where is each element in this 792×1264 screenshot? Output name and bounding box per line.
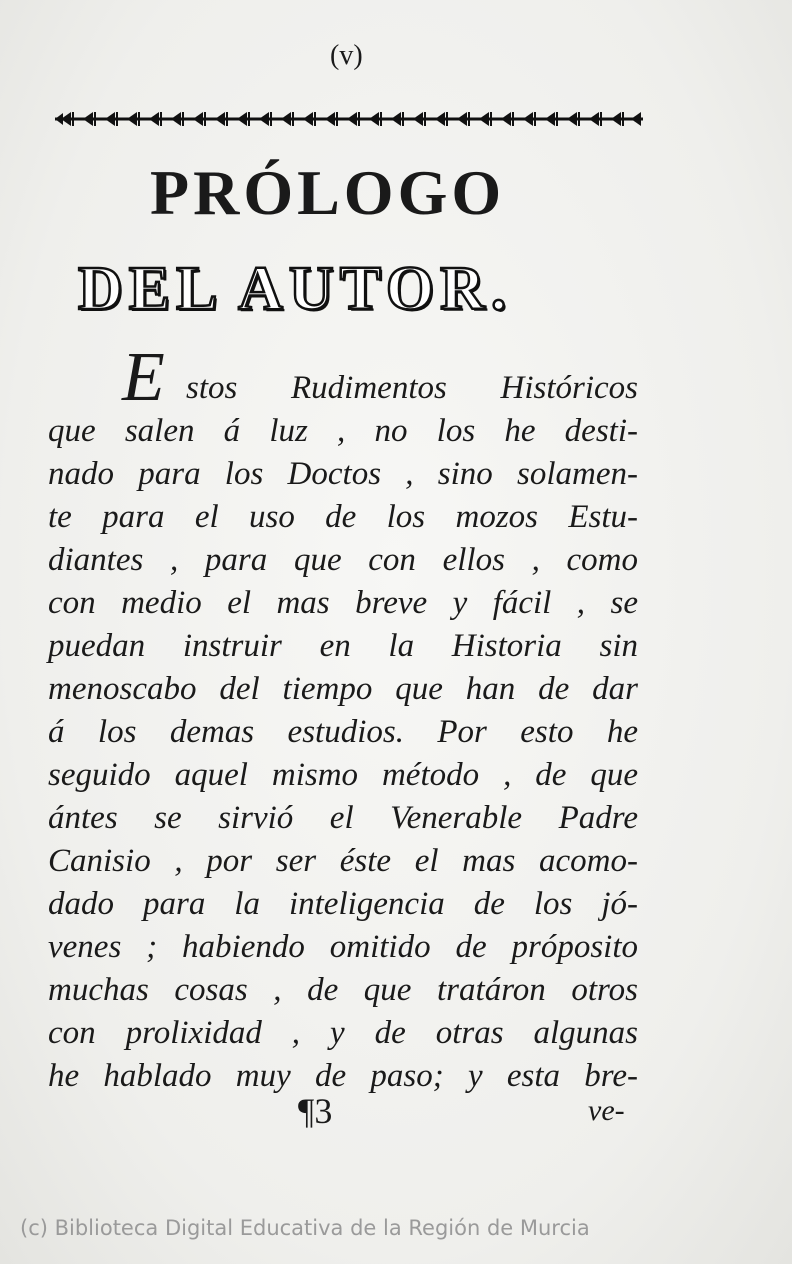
text-line: á los demas estudios. Por esto he — [48, 714, 638, 750]
text-line: diantes , para que con ellos , como — [48, 542, 638, 578]
catchword: ve- — [588, 1094, 625, 1127]
title-line-1: PRÓLOGO — [150, 157, 506, 228]
text-line: que salen á luz , no los he desti- — [48, 413, 638, 449]
text-line: he hablado muy de paso; y esta bre- — [48, 1058, 638, 1094]
library-credit: (c) Biblioteca Digital Educativa de la Región de Murcia — [20, 1216, 590, 1240]
text-line: venes ; habiendo omitido de próposito — [48, 929, 638, 965]
text-line: muchas cosas , de que tratáron otros — [48, 972, 638, 1008]
page-number: (v) — [330, 40, 363, 71]
text-line: dado para la inteligencia de los jó- — [48, 886, 638, 922]
signature-mark: ¶3 — [298, 1091, 333, 1131]
text-line: nado para los Doctos , sino solamen- — [48, 456, 638, 492]
text-line: con medio el mas breve y fácil , se — [48, 585, 638, 621]
text-line: con prolixidad , y de otras algunas — [48, 1015, 638, 1051]
text-line: Canisio , por ser éste el mas acomo- — [48, 843, 638, 879]
ornamental-rule — [55, 106, 643, 132]
text-line: te para el uso de los mozos Estu- — [48, 499, 638, 535]
text-line: stos Rudimentos Históricos — [186, 370, 638, 406]
title-line-2: DEL AUTOR. — [78, 255, 513, 323]
text-line: ántes se sirvió el Venerable Padre — [48, 800, 638, 836]
text-line: seguido aquel mismo método , de que — [48, 757, 638, 793]
drop-cap: E — [122, 339, 165, 416]
text-line: puedan instruir en la Historia sin — [48, 628, 638, 664]
text-line: menoscabo del tiempo que han de dar — [48, 671, 638, 707]
